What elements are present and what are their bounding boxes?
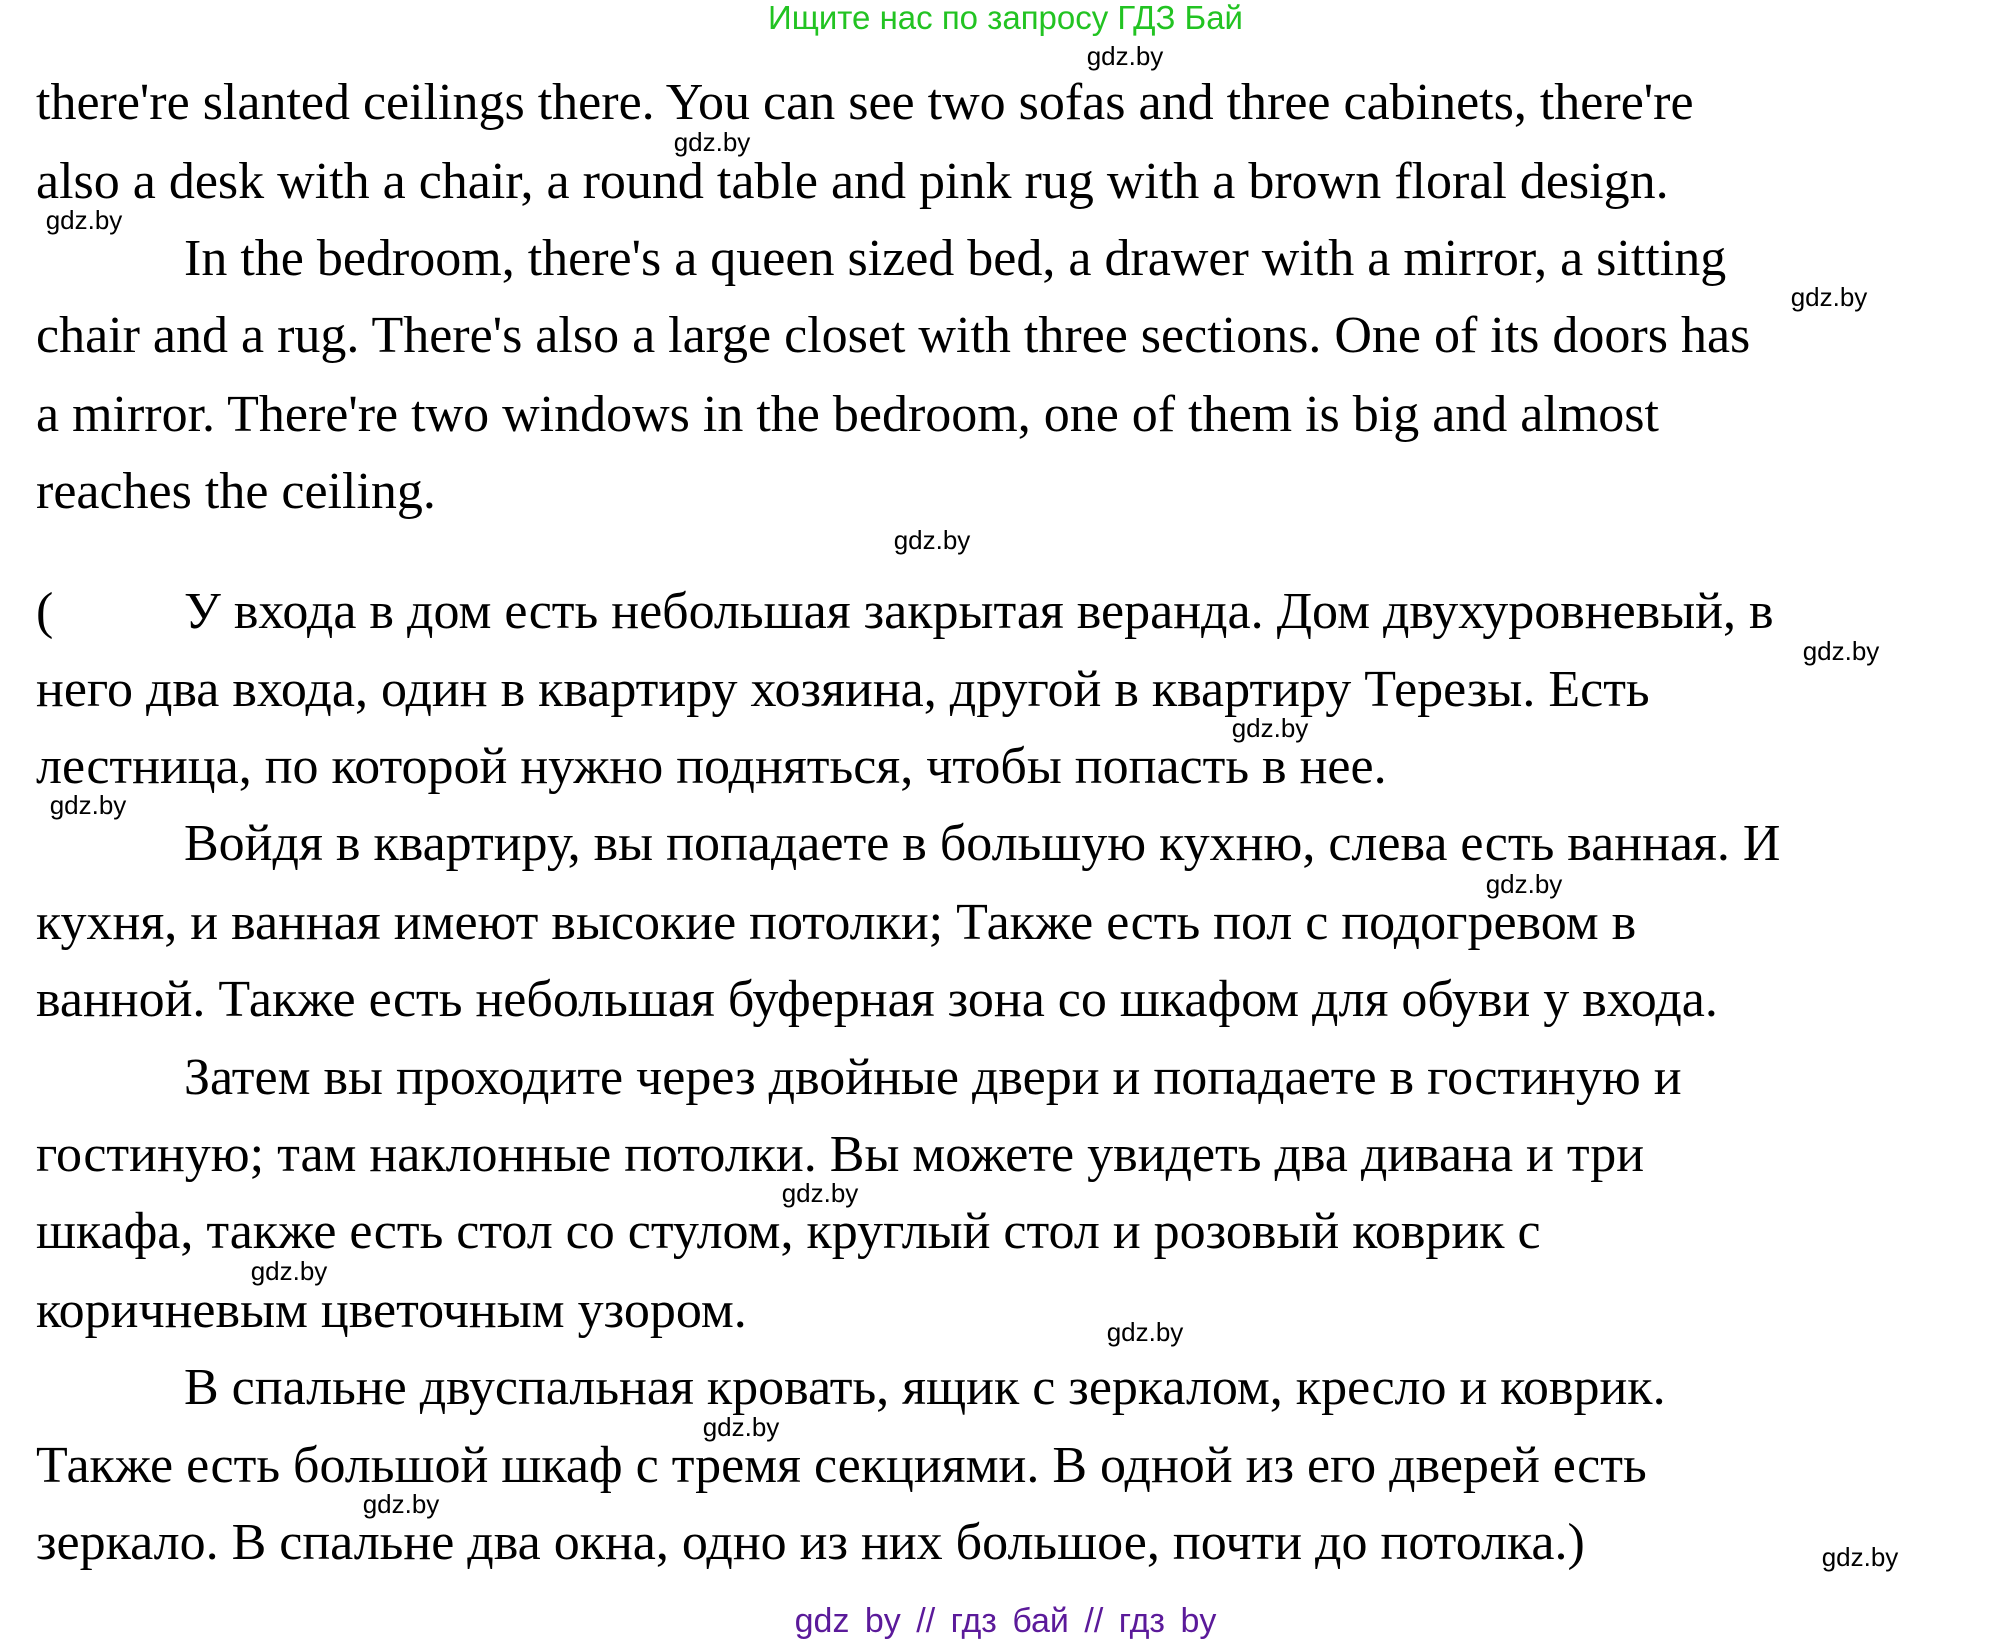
text-line: кухня, и ванная имеют высокие потолки; Также есть пол с подогревом в <box>36 894 1637 951</box>
text-line: Также есть большой шкаф с тремя секциями. В одной из его дверей есть <box>36 1437 1647 1494</box>
text-line: ванной. Также есть небольшая буферная зона со шкафом для обуви у входа. <box>36 971 1718 1028</box>
watermark: gdz.by <box>250 1256 328 1286</box>
open-parenthesis: ( <box>36 583 54 640</box>
text-line: гостиную; там наклонные потолки. Вы можете увидеть два дивана и три <box>36 1126 1645 1183</box>
watermark: gdz.by <box>1485 869 1563 899</box>
text-line: reaches the ceiling. <box>36 463 436 520</box>
watermark: gdz.by <box>362 1489 440 1519</box>
watermark: gdz.by <box>702 1412 780 1442</box>
site-footer: gdz by // гдз бай // гдз by <box>794 1602 1217 1640</box>
text-line: chair and a rug. There's also a large closet with three sections. One of its doors has <box>36 307 1751 364</box>
watermark: gdz.by <box>1821 1542 1899 1572</box>
text-line: лестница, по которой нужно подняться, чтобы попасть в нее. <box>36 738 1387 795</box>
watermark: gdz.by <box>1790 282 1868 312</box>
watermark: gdz.by <box>1106 1317 1184 1347</box>
text-line: In the bedroom, there's a queen sized bed, a drawer with a mirror, a sitting <box>184 230 1727 287</box>
text-line: a mirror. There're two windows in the bedroom, one of them is big and almost <box>36 386 1659 443</box>
watermark: gdz.by <box>1802 636 1880 666</box>
text-line: зеркало. В спальне два окна, одно из них большое, почти до потолка.) <box>36 1514 1585 1571</box>
search-hint-header: Ищите нас по запросу ГДЗ Бай <box>768 0 1243 36</box>
text-line: У входа в дом есть небольшая закрытая веранда. Дом двухуровневый, в <box>184 583 1774 640</box>
watermark: gdz.by <box>781 1178 859 1208</box>
text-line: Войдя в квартиру, вы попадаете в большую кухню, слева есть ванная. И <box>184 815 1781 872</box>
text-line: В спальне двуспальная кровать, ящик с зеркалом, кресло и коврик. <box>184 1359 1666 1416</box>
watermark: gdz.by <box>1086 41 1164 71</box>
text-line: коричневым цветочным узором. <box>36 1282 747 1339</box>
watermark: gdz.by <box>45 205 123 235</box>
text-line: шкафа, также есть стол со стулом, круглый стол и розовый коврик с <box>36 1203 1541 1260</box>
text-line: also a desk with a chair, a round table and pink rug with a brown floral design. <box>36 153 1669 210</box>
text-line: Затем вы проходите через двойные двери и попадаете в гостиную и <box>184 1049 1682 1106</box>
text-line: there're slanted ceilings there. You can see two sofas and three cabinets, there're <box>36 74 1694 131</box>
watermark: gdz.by <box>893 525 971 555</box>
text-line: него два входа, один в квартиру хозяина, другой в квартиру Терезы. Есть <box>36 661 1650 718</box>
watermark: gdz.by <box>673 127 751 157</box>
watermark: gdz.by <box>49 790 127 820</box>
watermark: gdz.by <box>1231 713 1309 743</box>
